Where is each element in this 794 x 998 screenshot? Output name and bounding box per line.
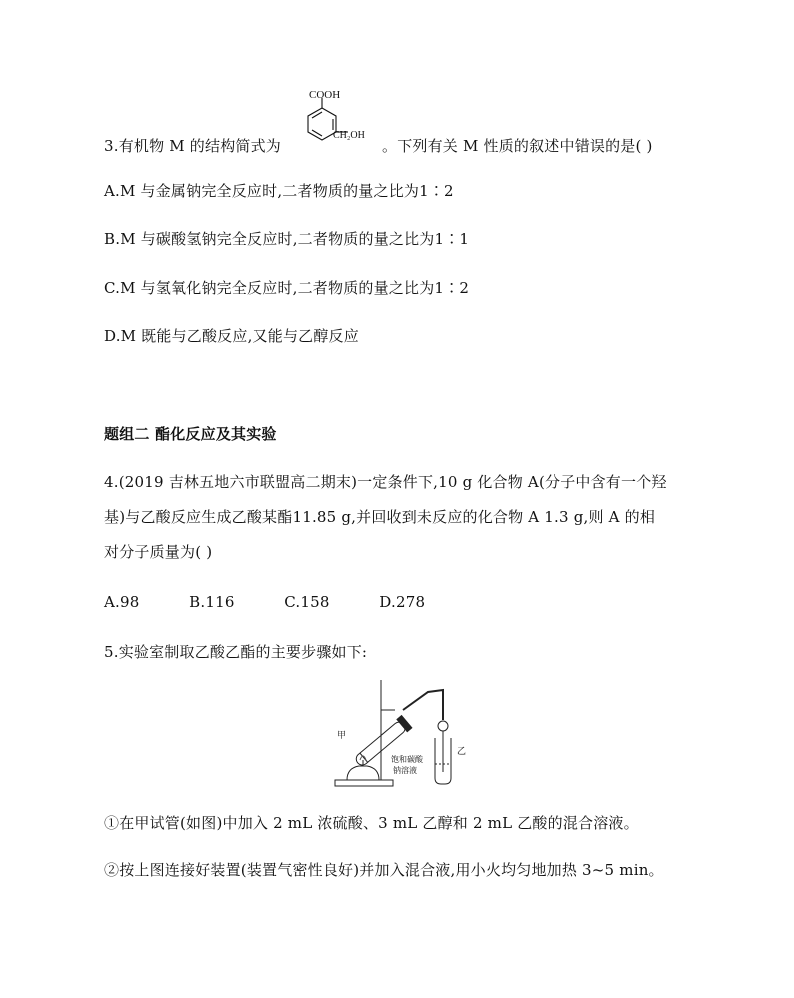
alcohol-lamp: [347, 766, 379, 780]
ester-apparatus-figure: [333, 680, 473, 790]
structure-formula-m: [300, 88, 390, 158]
label-solution-2: 钠溶液: [393, 766, 417, 775]
q5-stem: 5.实验室制取乙酸乙酯的主要步骤如下:: [104, 643, 368, 661]
section-title: 题组二 酯化反应及其实验: [104, 425, 277, 443]
label-solution-1: 饱和碳酸: [391, 755, 423, 764]
label-jia: 甲: [337, 731, 347, 741]
q3-option-a: A.M 与金属钠完全反应时,二者物质的量之比为1∶2: [104, 182, 454, 200]
q3-option-b: B.M 与碳酸氢钠完全反应时,二者物质的量之比为1∶1: [104, 230, 470, 248]
benzene-ring: [308, 108, 336, 140]
q3-option-c: C.M 与氢氧化钠完全反应时,二者物质的量之比为1∶2: [104, 279, 470, 297]
cooh-group: COOH: [309, 89, 341, 101]
q4-line-2: 基)与乙酸反应生成乙酸某酯11.85 g,并回收到未反应的化合物 A 1.3 g,则 A 的相: [104, 508, 656, 526]
anti-suckback-bulb: [438, 721, 448, 731]
delivery-tube: [403, 690, 443, 720]
q3-stem-before: 3.有机物 M 的结构简式为: [104, 137, 282, 155]
q3-option-d: D.M 既能与乙酸反应,又能与乙醇反应: [104, 327, 359, 345]
stand-base: [335, 780, 393, 786]
q4-line-3: 对分子质量为( ): [104, 543, 213, 561]
q5-step-2: ②按上图连接好装置(装置气密性良好)并加入混合液,用小火均匀地加热 3~5 min。: [104, 861, 664, 879]
q4-line-1: 4.(2019 吉林五地六市联盟高二期末)一定条件下,10 g 化合物 A(分子中含有一个羟: [104, 473, 667, 491]
q5-step-1: ①在甲试管(如图)中加入 2 mL 浓硫酸、3 mL 乙醇和 2 mL 乙酸的混合溶液。: [104, 814, 639, 832]
label-yi: 乙: [457, 747, 467, 757]
ch2oh-group: CH₂OH: [333, 130, 365, 141]
q3-stem-after: 。下列有关 M 性质的叙述中错误的是( ): [382, 137, 653, 155]
q4-options: A.98 B.116 C.158 D.278: [104, 593, 426, 611]
